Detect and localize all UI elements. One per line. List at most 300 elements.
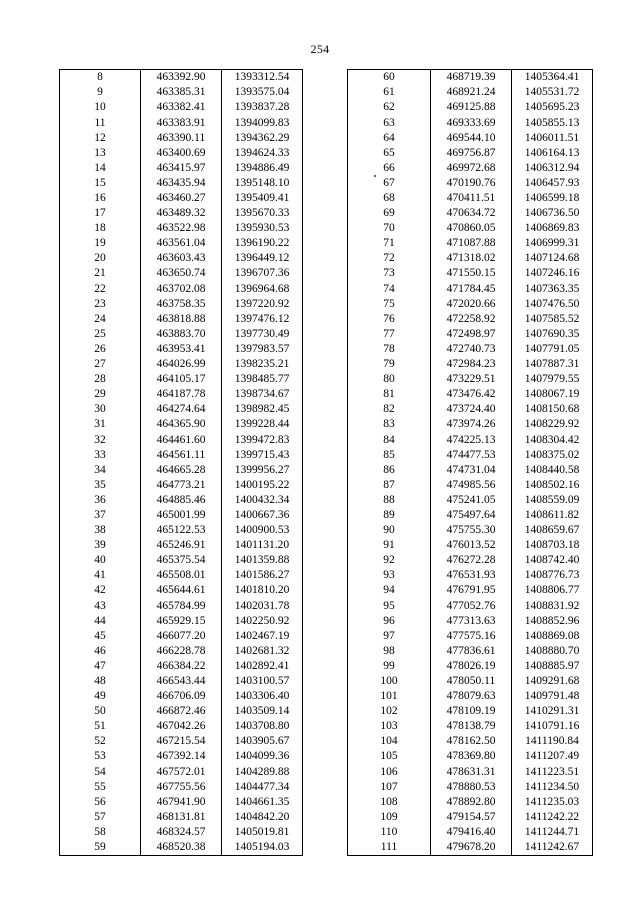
point-number-cell: 100 bbox=[348, 674, 431, 689]
x-coordinate-cell: 465644.61 bbox=[141, 583, 222, 598]
table-row bbox=[60, 236, 303, 251]
point-number-cell: 74 bbox=[348, 281, 431, 296]
table-row bbox=[60, 447, 303, 462]
y-coordinate-cell: 1411223.51 bbox=[512, 764, 593, 779]
y-coordinate-cell: 1408067.19 bbox=[512, 387, 593, 402]
y-coordinate-cell: 1407585.52 bbox=[512, 312, 593, 327]
point-number-cell: 49 bbox=[60, 689, 141, 704]
table-row bbox=[60, 659, 303, 674]
x-coordinate-cell: 468324.57 bbox=[141, 825, 222, 840]
point-number-cell: 28 bbox=[60, 372, 141, 387]
y-coordinate-cell: 1402681.32 bbox=[222, 644, 303, 659]
table-row bbox=[348, 795, 593, 810]
y-coordinate-cell: 1408375.02 bbox=[512, 447, 593, 462]
x-coordinate-cell: 473476.42 bbox=[431, 387, 512, 402]
y-coordinate-cell: 1408869.08 bbox=[512, 628, 593, 643]
table-row bbox=[60, 251, 303, 266]
table-row bbox=[60, 176, 303, 191]
point-number-cell: 57 bbox=[60, 810, 141, 825]
table-row bbox=[60, 674, 303, 689]
y-coordinate-cell: 1411244.71 bbox=[512, 825, 593, 840]
y-coordinate-cell: 1403708.80 bbox=[222, 719, 303, 734]
point-number-cell: 51 bbox=[60, 719, 141, 734]
point-number-cell: 109 bbox=[348, 810, 431, 825]
table-row bbox=[348, 538, 593, 553]
table-row bbox=[348, 357, 593, 372]
table-row bbox=[60, 387, 303, 402]
x-coordinate-cell: 466543.44 bbox=[141, 674, 222, 689]
point-number-cell: 35 bbox=[60, 478, 141, 493]
point-number-cell: 56 bbox=[60, 795, 141, 810]
y-coordinate-cell: 1408150.68 bbox=[512, 402, 593, 417]
x-coordinate-cell: 464885.46 bbox=[141, 493, 222, 508]
x-coordinate-cell: 464274.64 bbox=[141, 402, 222, 417]
y-coordinate-cell: 1397983.57 bbox=[222, 342, 303, 357]
coordinates-table-right bbox=[347, 69, 593, 856]
y-coordinate-cell: 1407124.68 bbox=[512, 251, 593, 266]
x-coordinate-cell: 463758.35 bbox=[141, 296, 222, 311]
table-row bbox=[348, 583, 593, 598]
point-number-cell: 93 bbox=[348, 568, 431, 583]
table-row bbox=[60, 221, 303, 236]
coordinates-table-left bbox=[59, 69, 303, 856]
y-coordinate-cell: 1398982.45 bbox=[222, 402, 303, 417]
x-coordinate-cell: 469756.87 bbox=[431, 145, 512, 160]
table-row bbox=[60, 644, 303, 659]
x-coordinate-cell: 468921.24 bbox=[431, 85, 512, 100]
x-coordinate-cell: 467392.14 bbox=[141, 749, 222, 764]
point-number-cell: 111 bbox=[348, 840, 431, 856]
point-number-cell: 87 bbox=[348, 478, 431, 493]
y-coordinate-cell: 1396964.68 bbox=[222, 281, 303, 296]
y-coordinate-cell: 1393837.28 bbox=[222, 100, 303, 115]
y-coordinate-cell: 1394099.83 bbox=[222, 115, 303, 130]
point-number-cell: 78 bbox=[348, 342, 431, 357]
y-coordinate-cell: 1396449.12 bbox=[222, 251, 303, 266]
point-number-cell: 48 bbox=[60, 674, 141, 689]
x-coordinate-cell: 467042.26 bbox=[141, 719, 222, 734]
x-coordinate-cell: 463561.04 bbox=[141, 236, 222, 251]
table-row bbox=[60, 568, 303, 583]
x-coordinate-cell: 466706.09 bbox=[141, 689, 222, 704]
y-coordinate-cell: 1407791.05 bbox=[512, 342, 593, 357]
y-coordinate-cell: 1402031.78 bbox=[222, 598, 303, 613]
x-coordinate-cell: 474477.53 bbox=[431, 447, 512, 462]
point-number-cell: 42 bbox=[60, 583, 141, 598]
x-coordinate-cell: 469544.10 bbox=[431, 130, 512, 145]
table-row bbox=[348, 659, 593, 674]
point-number-cell: 47 bbox=[60, 659, 141, 674]
x-coordinate-cell: 464461.60 bbox=[141, 432, 222, 447]
x-coordinate-cell: 478631.31 bbox=[431, 764, 512, 779]
x-coordinate-cell: 475755.30 bbox=[431, 523, 512, 538]
table-row bbox=[348, 417, 593, 432]
point-number-cell: 104 bbox=[348, 734, 431, 749]
point-number-cell: 89 bbox=[348, 508, 431, 523]
table-row bbox=[60, 85, 303, 100]
x-coordinate-cell: 465784.99 bbox=[141, 598, 222, 613]
x-coordinate-cell: 463650.74 bbox=[141, 266, 222, 281]
table-row bbox=[60, 704, 303, 719]
y-coordinate-cell: 1404661.35 bbox=[222, 795, 303, 810]
point-number-cell: 43 bbox=[60, 598, 141, 613]
x-coordinate-cell: 471784.45 bbox=[431, 281, 512, 296]
y-coordinate-cell: 1395148.10 bbox=[222, 176, 303, 191]
y-coordinate-cell: 1407887.31 bbox=[512, 357, 593, 372]
table-row bbox=[60, 478, 303, 493]
table-row bbox=[60, 810, 303, 825]
x-coordinate-cell: 475241.05 bbox=[431, 493, 512, 508]
table-row bbox=[348, 387, 593, 402]
table-row bbox=[348, 779, 593, 794]
table-row bbox=[348, 493, 593, 508]
table-row bbox=[348, 130, 593, 145]
x-coordinate-cell: 477052.76 bbox=[431, 598, 512, 613]
table-row bbox=[60, 825, 303, 840]
point-number-cell: 86 bbox=[348, 462, 431, 477]
y-coordinate-cell: 1398734.67 bbox=[222, 387, 303, 402]
y-coordinate-cell: 1393312.54 bbox=[222, 70, 303, 86]
point-number-cell: 72 bbox=[348, 251, 431, 266]
x-coordinate-cell: 463460.27 bbox=[141, 191, 222, 206]
x-coordinate-cell: 463702.08 bbox=[141, 281, 222, 296]
y-coordinate-cell: 1406999.31 bbox=[512, 236, 593, 251]
point-number-cell: 61 bbox=[348, 85, 431, 100]
x-coordinate-cell: 478026.19 bbox=[431, 659, 512, 674]
y-coordinate-cell: 1407246.16 bbox=[512, 266, 593, 281]
y-coordinate-cell: 1400195.22 bbox=[222, 478, 303, 493]
y-coordinate-cell: 1410791.16 bbox=[512, 719, 593, 734]
table-row bbox=[348, 206, 593, 221]
table-row bbox=[348, 236, 593, 251]
y-coordinate-cell: 1408703.18 bbox=[512, 538, 593, 553]
table-row bbox=[348, 327, 593, 342]
x-coordinate-cell: 474985.56 bbox=[431, 478, 512, 493]
point-number-cell: 41 bbox=[60, 568, 141, 583]
point-number-cell: 37 bbox=[60, 508, 141, 523]
table-row bbox=[348, 598, 593, 613]
x-coordinate-cell: 465375.54 bbox=[141, 553, 222, 568]
x-coordinate-cell: 463390.11 bbox=[141, 130, 222, 145]
point-number-cell: 12 bbox=[60, 130, 141, 145]
table-row bbox=[60, 493, 303, 508]
y-coordinate-cell: 1406011.51 bbox=[512, 130, 593, 145]
y-coordinate-cell: 1408742.40 bbox=[512, 553, 593, 568]
table-row bbox=[60, 734, 303, 749]
y-coordinate-cell: 1405364.41 bbox=[512, 70, 593, 86]
x-coordinate-cell: 479416.40 bbox=[431, 825, 512, 840]
table-row bbox=[60, 281, 303, 296]
y-coordinate-cell: 1406736.50 bbox=[512, 206, 593, 221]
x-coordinate-cell: 465001.99 bbox=[141, 508, 222, 523]
point-number-cell: 11 bbox=[60, 115, 141, 130]
point-number-cell: 102 bbox=[348, 704, 431, 719]
table-row bbox=[60, 583, 303, 598]
y-coordinate-cell: 1402250.92 bbox=[222, 613, 303, 628]
y-coordinate-cell: 1408611.82 bbox=[512, 508, 593, 523]
x-coordinate-cell: 476791.95 bbox=[431, 583, 512, 598]
x-coordinate-cell: 472740.73 bbox=[431, 342, 512, 357]
table-row bbox=[348, 372, 593, 387]
y-coordinate-cell: 1411242.67 bbox=[512, 840, 593, 856]
y-coordinate-cell: 1408559.09 bbox=[512, 493, 593, 508]
table-row bbox=[60, 161, 303, 176]
point-number-cell: 17 bbox=[60, 206, 141, 221]
x-coordinate-cell: 466872.46 bbox=[141, 704, 222, 719]
table-row bbox=[348, 191, 593, 206]
table-row bbox=[60, 402, 303, 417]
point-number-cell: 9 bbox=[60, 85, 141, 100]
y-coordinate-cell: 1404842.20 bbox=[222, 810, 303, 825]
table-row bbox=[348, 70, 593, 86]
point-number-cell: 62 bbox=[348, 100, 431, 115]
table-row bbox=[348, 704, 593, 719]
y-coordinate-cell: 1403306.40 bbox=[222, 689, 303, 704]
x-coordinate-cell: 477575.16 bbox=[431, 628, 512, 643]
point-number-cell: 80 bbox=[348, 372, 431, 387]
x-coordinate-cell: 469125.88 bbox=[431, 100, 512, 115]
table-row bbox=[60, 312, 303, 327]
y-coordinate-cell: 1393575.04 bbox=[222, 85, 303, 100]
x-coordinate-cell: 474731.04 bbox=[431, 462, 512, 477]
y-coordinate-cell: 1402467.19 bbox=[222, 628, 303, 643]
x-coordinate-cell: 479678.20 bbox=[431, 840, 512, 856]
table-row bbox=[348, 644, 593, 659]
x-coordinate-cell: 477313.63 bbox=[431, 613, 512, 628]
table-row bbox=[348, 478, 593, 493]
point-number-cell: 46 bbox=[60, 644, 141, 659]
y-coordinate-cell: 1403509.14 bbox=[222, 704, 303, 719]
x-coordinate-cell: 463400.69 bbox=[141, 145, 222, 160]
table-row bbox=[60, 372, 303, 387]
x-coordinate-cell: 466228.78 bbox=[141, 644, 222, 659]
table-row bbox=[348, 523, 593, 538]
x-coordinate-cell: 471318.02 bbox=[431, 251, 512, 266]
table-row bbox=[348, 553, 593, 568]
y-coordinate-cell: 1395670.33 bbox=[222, 206, 303, 221]
y-coordinate-cell: 1398235.21 bbox=[222, 357, 303, 372]
table-row bbox=[60, 296, 303, 311]
table-row bbox=[60, 100, 303, 115]
table-row bbox=[348, 221, 593, 236]
table-row bbox=[60, 538, 303, 553]
table-row bbox=[348, 689, 593, 704]
x-coordinate-cell: 470411.51 bbox=[431, 191, 512, 206]
table-row bbox=[348, 508, 593, 523]
x-coordinate-cell: 468131.81 bbox=[141, 810, 222, 825]
point-number-cell: 54 bbox=[60, 764, 141, 779]
y-coordinate-cell: 1405194.03 bbox=[222, 840, 303, 856]
table-row bbox=[60, 719, 303, 734]
point-number-cell: 79 bbox=[348, 357, 431, 372]
table-row bbox=[60, 206, 303, 221]
x-coordinate-cell: 472984.23 bbox=[431, 357, 512, 372]
table-row bbox=[348, 764, 593, 779]
table-row bbox=[348, 281, 593, 296]
x-coordinate-cell: 478892.80 bbox=[431, 795, 512, 810]
x-coordinate-cell: 464026.99 bbox=[141, 357, 222, 372]
x-coordinate-cell: 474225.13 bbox=[431, 432, 512, 447]
x-coordinate-cell: 466077.20 bbox=[141, 628, 222, 643]
y-coordinate-cell: 1406312.94 bbox=[512, 161, 593, 176]
page-number: 254 bbox=[310, 42, 330, 56]
point-number-cell: 50 bbox=[60, 704, 141, 719]
point-number-cell: 38 bbox=[60, 523, 141, 538]
y-coordinate-cell: 1408831.92 bbox=[512, 598, 593, 613]
point-number-cell: 73 bbox=[348, 266, 431, 281]
y-coordinate-cell: 1406457.93 bbox=[512, 176, 593, 191]
y-coordinate-cell: 1395409.41 bbox=[222, 191, 303, 206]
y-coordinate-cell: 1408304.42 bbox=[512, 432, 593, 447]
table-row bbox=[60, 795, 303, 810]
y-coordinate-cell: 1411207.49 bbox=[512, 749, 593, 764]
point-number-cell: 29 bbox=[60, 387, 141, 402]
x-coordinate-cell: 463489.32 bbox=[141, 206, 222, 221]
table-row bbox=[348, 432, 593, 447]
y-coordinate-cell: 1411235.03 bbox=[512, 795, 593, 810]
point-number-cell: 21 bbox=[60, 266, 141, 281]
x-coordinate-cell: 477836.61 bbox=[431, 644, 512, 659]
y-coordinate-cell: 1402892.41 bbox=[222, 659, 303, 674]
table-row bbox=[60, 764, 303, 779]
point-number-cell: 27 bbox=[60, 357, 141, 372]
point-number-cell: 66 bbox=[348, 161, 431, 176]
y-coordinate-cell: 1397730.49 bbox=[222, 327, 303, 342]
y-coordinate-cell: 1395930.53 bbox=[222, 221, 303, 236]
table-row bbox=[60, 749, 303, 764]
table-row bbox=[348, 266, 593, 281]
table-row bbox=[60, 508, 303, 523]
point-number-cell: 85 bbox=[348, 447, 431, 462]
point-number-cell: 96 bbox=[348, 613, 431, 628]
y-coordinate-cell: 1406599.18 bbox=[512, 191, 593, 206]
point-number-cell: 39 bbox=[60, 538, 141, 553]
x-coordinate-cell: 479154.57 bbox=[431, 810, 512, 825]
x-coordinate-cell: 465508.01 bbox=[141, 568, 222, 583]
table-row bbox=[60, 266, 303, 281]
x-coordinate-cell: 469972.68 bbox=[431, 161, 512, 176]
table-row bbox=[348, 825, 593, 840]
x-coordinate-cell: 467572.01 bbox=[141, 764, 222, 779]
point-number-cell: 33 bbox=[60, 447, 141, 462]
x-coordinate-cell: 470860.05 bbox=[431, 221, 512, 236]
y-coordinate-cell: 1409291.68 bbox=[512, 674, 593, 689]
x-coordinate-cell: 476531.93 bbox=[431, 568, 512, 583]
point-number-cell: 94 bbox=[348, 583, 431, 598]
x-coordinate-cell: 464105.17 bbox=[141, 372, 222, 387]
point-number-cell: 40 bbox=[60, 553, 141, 568]
point-number-cell: 91 bbox=[348, 538, 431, 553]
x-coordinate-cell: 465929.15 bbox=[141, 613, 222, 628]
x-coordinate-cell: 478138.79 bbox=[431, 719, 512, 734]
x-coordinate-cell: 472020.66 bbox=[431, 296, 512, 311]
point-number-cell: 69 bbox=[348, 206, 431, 221]
table-row bbox=[348, 85, 593, 100]
point-number-cell: 60 bbox=[348, 70, 431, 86]
x-coordinate-cell: 463392.90 bbox=[141, 70, 222, 86]
y-coordinate-cell: 1403905.67 bbox=[222, 734, 303, 749]
x-coordinate-cell: 463818.88 bbox=[141, 312, 222, 327]
y-coordinate-cell: 1404289.88 bbox=[222, 764, 303, 779]
point-number-cell: 63 bbox=[348, 115, 431, 130]
y-coordinate-cell: 1401131.20 bbox=[222, 538, 303, 553]
y-coordinate-cell: 1397476.12 bbox=[222, 312, 303, 327]
table-row bbox=[60, 432, 303, 447]
table-row bbox=[60, 840, 303, 856]
point-number-cell: 8 bbox=[60, 70, 141, 86]
point-number-cell: 25 bbox=[60, 327, 141, 342]
table-row bbox=[348, 462, 593, 477]
point-number-cell: 90 bbox=[348, 523, 431, 538]
table-row bbox=[60, 115, 303, 130]
x-coordinate-cell: 476013.52 bbox=[431, 538, 512, 553]
table-row bbox=[348, 342, 593, 357]
x-coordinate-cell: 473974.26 bbox=[431, 417, 512, 432]
y-coordinate-cell: 1411234.50 bbox=[512, 779, 593, 794]
y-coordinate-cell: 1401359.88 bbox=[222, 553, 303, 568]
y-coordinate-cell: 1397220.92 bbox=[222, 296, 303, 311]
x-coordinate-cell: 464365.90 bbox=[141, 417, 222, 432]
table-row bbox=[60, 628, 303, 643]
x-coordinate-cell: 478880.53 bbox=[431, 779, 512, 794]
point-number-cell: 83 bbox=[348, 417, 431, 432]
table-row bbox=[348, 810, 593, 825]
x-coordinate-cell: 464561.11 bbox=[141, 447, 222, 462]
y-coordinate-cell: 1399228.44 bbox=[222, 417, 303, 432]
table-row bbox=[60, 417, 303, 432]
table-row bbox=[348, 628, 593, 643]
table-row bbox=[348, 296, 593, 311]
point-number-cell: 84 bbox=[348, 432, 431, 447]
point-number-cell: 31 bbox=[60, 417, 141, 432]
point-number-cell: 55 bbox=[60, 779, 141, 794]
table-row bbox=[348, 402, 593, 417]
x-coordinate-cell: 471550.15 bbox=[431, 266, 512, 281]
point-number-cell: 30 bbox=[60, 402, 141, 417]
y-coordinate-cell: 1396190.22 bbox=[222, 236, 303, 251]
x-coordinate-cell: 469333.69 bbox=[431, 115, 512, 130]
x-coordinate-cell: 468520.38 bbox=[141, 840, 222, 856]
point-number-cell: 13 bbox=[60, 145, 141, 160]
table-row bbox=[348, 568, 593, 583]
table-row bbox=[60, 342, 303, 357]
point-number-cell: 76 bbox=[348, 312, 431, 327]
x-coordinate-cell: 465246.91 bbox=[141, 538, 222, 553]
point-number-cell: 15 bbox=[60, 176, 141, 191]
y-coordinate-cell: 1405531.72 bbox=[512, 85, 593, 100]
y-coordinate-cell: 1398485.77 bbox=[222, 372, 303, 387]
point-number-cell: 68 bbox=[348, 191, 431, 206]
point-number-cell: 110 bbox=[348, 825, 431, 840]
table-row bbox=[60, 462, 303, 477]
point-number-cell: 98 bbox=[348, 644, 431, 659]
y-coordinate-cell: 1408502.16 bbox=[512, 478, 593, 493]
y-coordinate-cell: 1411190.84 bbox=[512, 734, 593, 749]
point-number-cell: 52 bbox=[60, 734, 141, 749]
y-coordinate-cell: 1406869.83 bbox=[512, 221, 593, 236]
point-number-cell: 97 bbox=[348, 628, 431, 643]
x-coordinate-cell: 463382.41 bbox=[141, 100, 222, 115]
point-number-cell: 32 bbox=[60, 432, 141, 447]
point-number-cell: 64 bbox=[348, 130, 431, 145]
point-number-cell: 77 bbox=[348, 327, 431, 342]
coordinates-table-left-body bbox=[60, 70, 303, 856]
table-row bbox=[60, 553, 303, 568]
point-number-cell: 23 bbox=[60, 296, 141, 311]
table-row bbox=[348, 613, 593, 628]
y-coordinate-cell: 1400900.53 bbox=[222, 523, 303, 538]
point-number-cell: 70 bbox=[348, 221, 431, 236]
